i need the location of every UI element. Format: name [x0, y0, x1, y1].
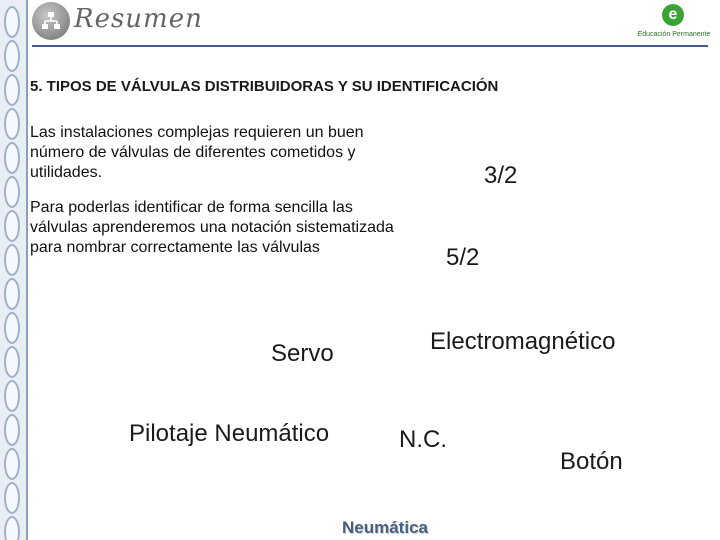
section-title: 5. TIPOS DE VÁLVULAS DISTRIBUIDORAS Y SU IDENTIFICACIÓN	[30, 78, 499, 95]
header-title: Resumen	[74, 4, 203, 34]
border-ring-decoration	[4, 210, 20, 242]
border-ring-decoration	[4, 312, 20, 344]
border-ring-decoration	[4, 380, 20, 412]
border-ring-decoration	[4, 516, 20, 540]
border-ring-decoration	[4, 448, 20, 480]
footer-label: Neumática	[342, 518, 428, 537]
paragraph-notation: Para poderlas identificar de forma sencilla las válvulas aprenderemos una notación sistematizada para nombrar correctamente las válvulas	[30, 199, 394, 256]
term-servo: Servo	[271, 340, 334, 367]
left-decorative-border	[0, 0, 28, 540]
border-ring-decoration	[4, 176, 20, 208]
paragraph-intro: Las instalaciones complejas requieren un buen número de válvulas de diferentes cometidos y utilidades.	[30, 124, 364, 181]
border-ring-decoration	[4, 6, 20, 38]
brand-logo-icon: e	[662, 4, 684, 26]
border-ring-decoration	[4, 346, 20, 378]
term-pilotaje-neumatico: Pilotaje Neumático	[129, 420, 330, 447]
border-ring-decoration	[4, 482, 20, 514]
term-boton: Botón	[560, 448, 623, 475]
header-divider	[32, 45, 708, 47]
border-ring-decoration	[4, 108, 20, 140]
term-3-2: 3/2	[484, 162, 518, 189]
brand-name: Educación Permanente	[637, 31, 711, 38]
term-electromagnetico: Electromagnético	[430, 328, 616, 355]
border-ring-decoration	[4, 142, 20, 174]
border-ring-decoration	[4, 244, 20, 276]
resumen-logo-icon	[32, 2, 70, 40]
border-ring-decoration	[4, 74, 20, 106]
term-5-2: 5/2	[446, 244, 480, 271]
border-ring-decoration	[4, 414, 20, 446]
brand-logo	[636, 4, 712, 44]
term-nc: N.C.	[399, 426, 447, 453]
border-ring-decoration	[4, 40, 20, 72]
border-ring-decoration	[4, 278, 20, 310]
